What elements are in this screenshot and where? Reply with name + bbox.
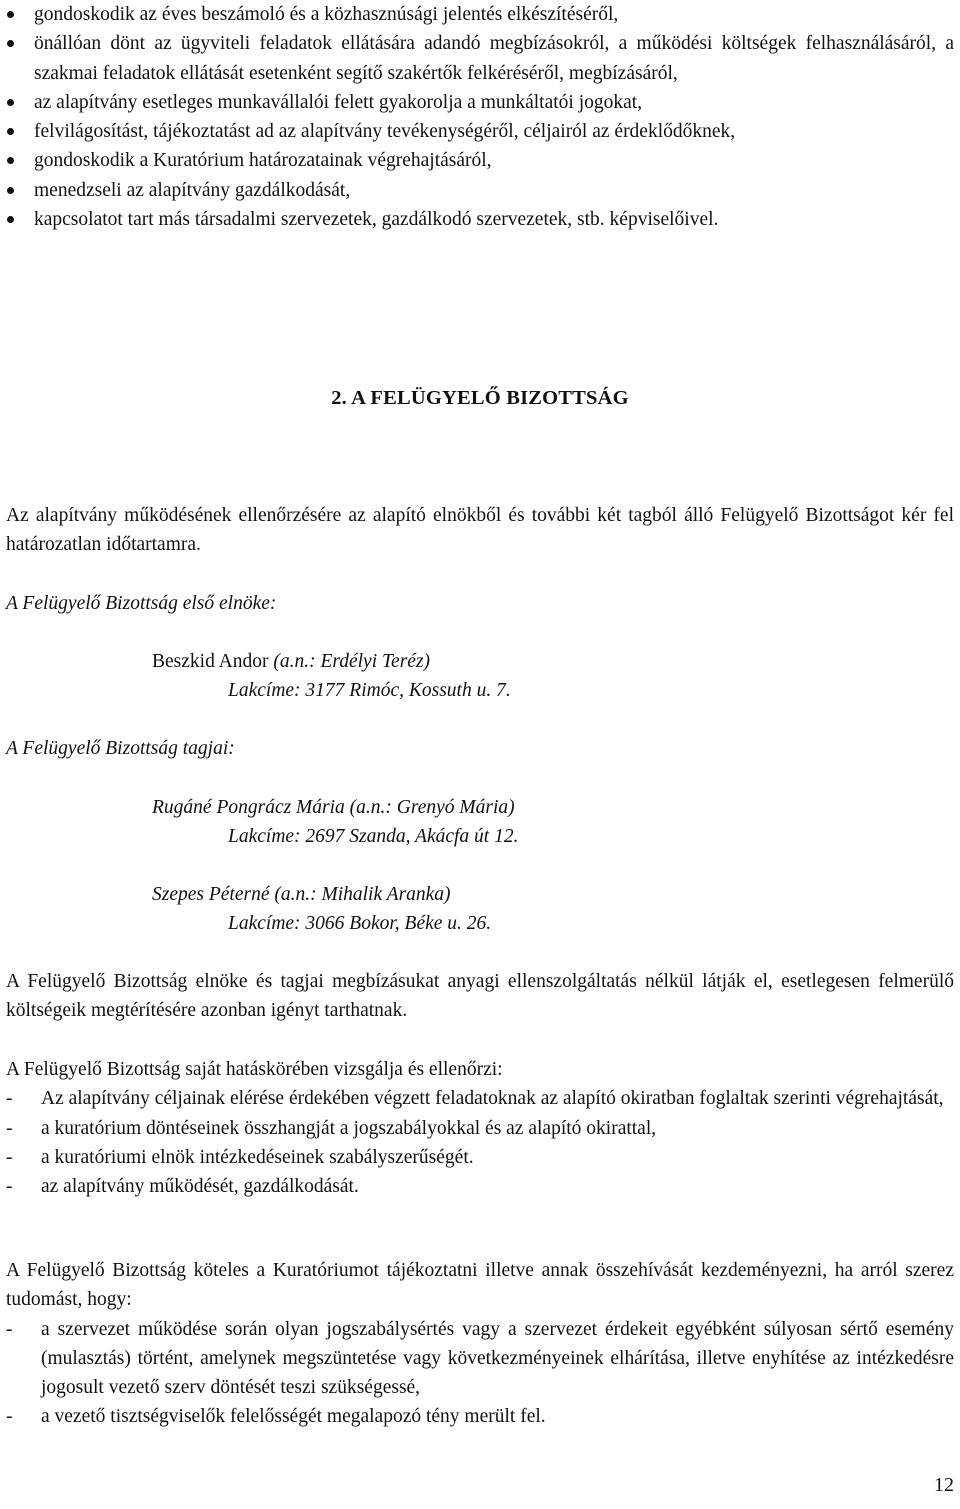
list-item: az alapítvány esetleges munkavállalói felett gyakorolja a munkáltatói jogokat, bbox=[6, 88, 954, 117]
bullet-icon bbox=[7, 11, 14, 18]
dash-marker: - bbox=[6, 1117, 13, 1139]
member-name: Rugáné Pongrácz Mária (a.n.: Grenyó Mária) bbox=[152, 797, 515, 818]
dash-marker: - bbox=[6, 1176, 13, 1198]
member-address: Lakcíme: 3066 Bokor, Béke u. 26. bbox=[228, 913, 492, 934]
bullet-icon bbox=[7, 157, 14, 164]
chair-name: Beszkid Andor bbox=[152, 651, 269, 672]
list-item: gondoskodik a Kuratórium határozatainak végrehajtásáról, bbox=[6, 146, 954, 175]
scope-list bbox=[6, 1084, 954, 1201]
list-item: felvilágosítást, tájékoztatást ad az alapítvány tevékenységéről, céljairól az érdeklődőknek, bbox=[6, 117, 954, 146]
dash-marker: - bbox=[6, 1146, 13, 1168]
list-item: - az alapítvány működését, gazdálkodását. bbox=[6, 1172, 954, 1201]
chair-name-line bbox=[6, 647, 960, 676]
member-address: Lakcíme: 2697 Szanda, Akácfa út 12. bbox=[228, 826, 519, 847]
chair-label: A Felügyelő Bizottság első elnöke: bbox=[6, 593, 277, 614]
section-heading: 2. A FELÜGYELŐ BIZOTTSÁG bbox=[331, 387, 629, 409]
remuneration-paragraph: A Felügyelő Bizottság elnöke és tagjai megbízásukat anyagi ellenszolgáltatás nélkül látják el, esetlegesen felmerülő költségeik megtérítésére azonban igényt tarthatnak. bbox=[6, 971, 954, 1022]
bullet-icon bbox=[7, 216, 14, 223]
chair-address: Lakcíme: 3177 Rimóc, Kossuth u. 7. bbox=[228, 680, 511, 701]
scope-section bbox=[6, 1055, 954, 1201]
dash-marker: - bbox=[6, 1406, 13, 1428]
dash-marker: - bbox=[6, 1318, 13, 1340]
bullet-icon bbox=[7, 128, 14, 135]
chair-maiden-name: (a.n.: Erdélyi Teréz) bbox=[273, 651, 431, 672]
obligation-intro: A Felügyelő Bizottság köteles a Kuratóriumot tájékoztatni illetve annak összehívását kezdeményezni, ha arról szerez tudomást, hogy: bbox=[6, 1260, 954, 1311]
list-item: - a szervezet működése során olyan jogszabálysértés vagy a szervezet érdekeit egyébként súlyosan sértő esemény (mulasztás) történt, amelynek megszüntetése vagy következményeinek elhárítása, illetve enyhítése az intézkedésre jogosult vezető szerv döntését teszi szükségessé, bbox=[6, 1315, 954, 1403]
members-label: A Felügyelő Bizottság tagjai: bbox=[6, 738, 235, 759]
list-item: - a kuratóriumi elnök intézkedéseinek szabályszerűségét. bbox=[6, 1143, 954, 1172]
list-item: - Az alapítvány céljainak elérése érdekében végzett feladatoknak az alapító okiratban foglaltak szerinti végrehajtását, bbox=[6, 1084, 954, 1113]
dash-marker: - bbox=[6, 1088, 13, 1110]
list-item: - a kuratórium döntéseinek összhangját a jogszabályokkal és az alapító okirattal, bbox=[6, 1114, 954, 1143]
page-number: 12 bbox=[934, 1474, 954, 1496]
member-name: Szepes Péterné (a.n.: Mihalik Aranka) bbox=[152, 884, 451, 905]
obligation-section bbox=[6, 1256, 954, 1432]
list-item: gondoskodik az éves beszámoló és a közhasznúsági jelentés elkészítéséről, bbox=[6, 0, 954, 29]
list-item: - a vezető tisztségviselők felelősségét megalapozó tény merült fel. bbox=[6, 1402, 954, 1431]
scope-intro: A Felügyelő Bizottság saját hatáskörében vizsgálja és ellenőrzi: bbox=[6, 1059, 503, 1080]
list-item: menedzseli az alapítvány gazdálkodását, bbox=[6, 176, 954, 205]
duties-bullet-list bbox=[6, 0, 954, 234]
intro-paragraph: Az alapítvány működésének ellenőrzésére az alapító elnökből és további két tagból álló Felügyelő Bizottságot kér fel határozatlan időtartamra. bbox=[6, 505, 954, 556]
bullet-icon bbox=[7, 99, 14, 106]
document-page bbox=[6, 0, 954, 1428]
list-item: kapcsolatot tart más társadalmi szervezetek, gazdálkodó szervezetek, stb. képviselőivel. bbox=[6, 205, 954, 234]
list-item: önállóan dönt az ügyviteli feladatok ellátására adandó megbízásokról, a működési költségek felhasználásáról, a szakmai feladatok ellátását esetenként segítő szakértők felkéréséről, megbízásáról, bbox=[6, 29, 954, 88]
bullet-icon bbox=[7, 40, 14, 47]
obligation-list bbox=[6, 1315, 954, 1432]
bullet-icon bbox=[7, 187, 14, 194]
